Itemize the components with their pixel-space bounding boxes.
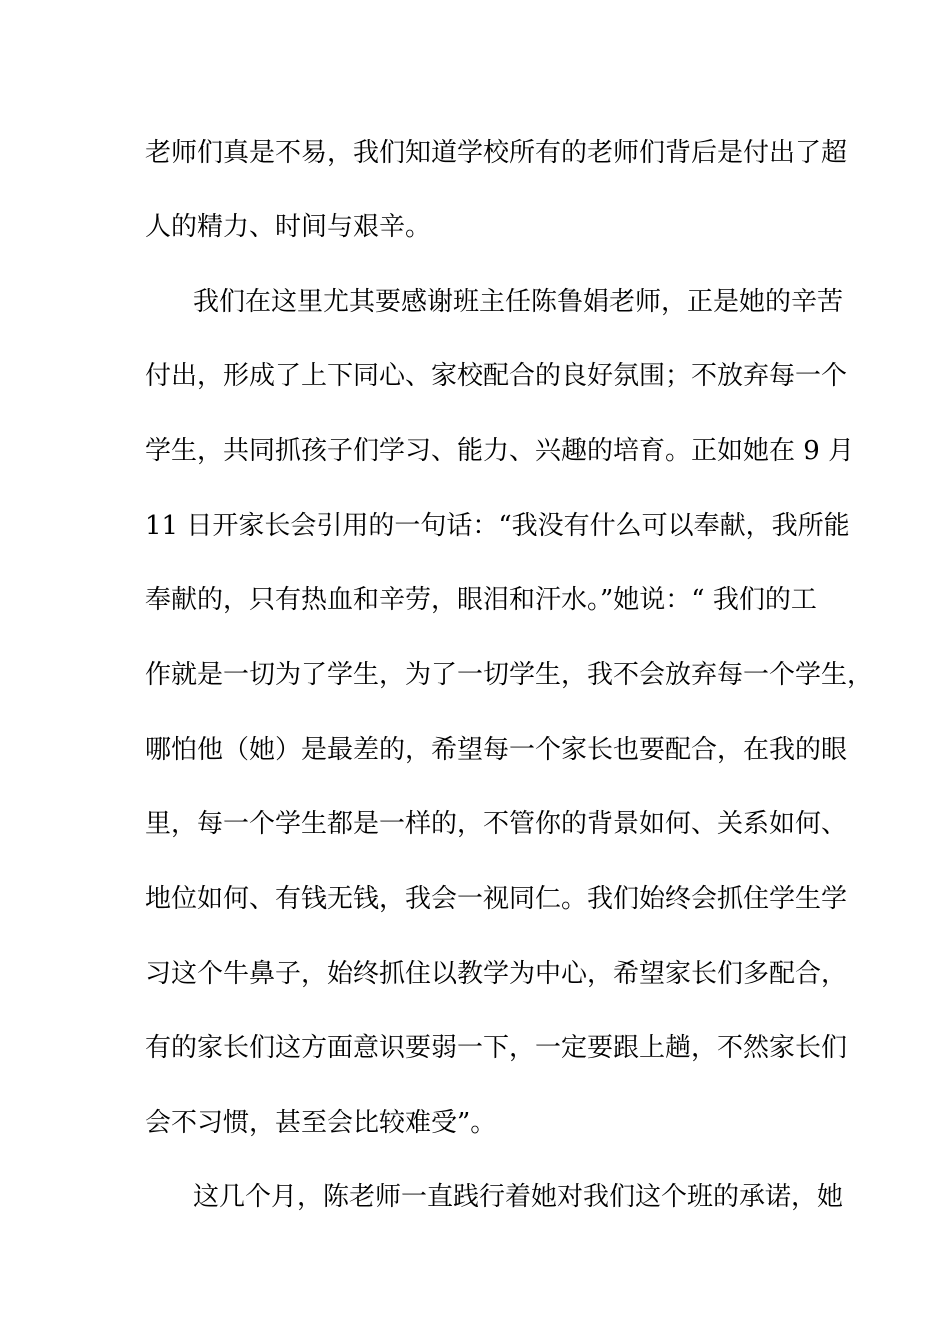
text-line-14: 会不习惯，甚至会比较难受”。 [145, 1108, 497, 1138]
text-line-15: 这几个月，陈老师一直践行着她对我们这个班的承诺，她 [193, 1182, 844, 1212]
text-line-3: 我们在这里尤其要感谢班主任陈鲁娟老师，正是她的辛苦 [193, 287, 844, 317]
text-line-13: 有的家长们这方面意识要弱一下，一定要跟上趟，不然家长们 [145, 1033, 848, 1063]
text-line-1: 老师们真是不易，我们知道学校所有的老师们背后是付出了超 [145, 138, 848, 168]
text-line-7: 奉献的，只有热血和辛劳，眼泪和汗水。”她说：“ 我们的工 [145, 585, 817, 615]
text-line-8: 作就是一切为了学生，为了一切学生，我不会放弃每一个学生， [145, 660, 874, 690]
text-line-6: 11 日开家长会引用的一句话：“我没有什么可以奉献，我所能 [145, 511, 850, 541]
text-line-11: 地位如何、有钱无钱，我会一视同仁。我们始终会抓住学生学 [145, 884, 848, 914]
text-line-10: 里，每一个学生都是一样的，不管你的背景如何、关系如何、 [145, 809, 848, 839]
text-line-9: 哪怕他（她）是最差的，希望每一个家长也要配合，在我的眼 [145, 735, 848, 765]
text-line-2: 人的精力、时间与艰辛。 [145, 212, 432, 242]
text-line-12: 习这个牛鼻子，始终抓住以教学为中心，希望家长们多配合， [145, 959, 848, 989]
text-line-4: 付出，形成了上下同心、家校配合的良好氛围；不放弃每一个 [145, 361, 848, 391]
text-line-5: 学生，共同抓孩子们学习、能力、兴趣的培育。正如她在 9 月 [145, 436, 855, 466]
